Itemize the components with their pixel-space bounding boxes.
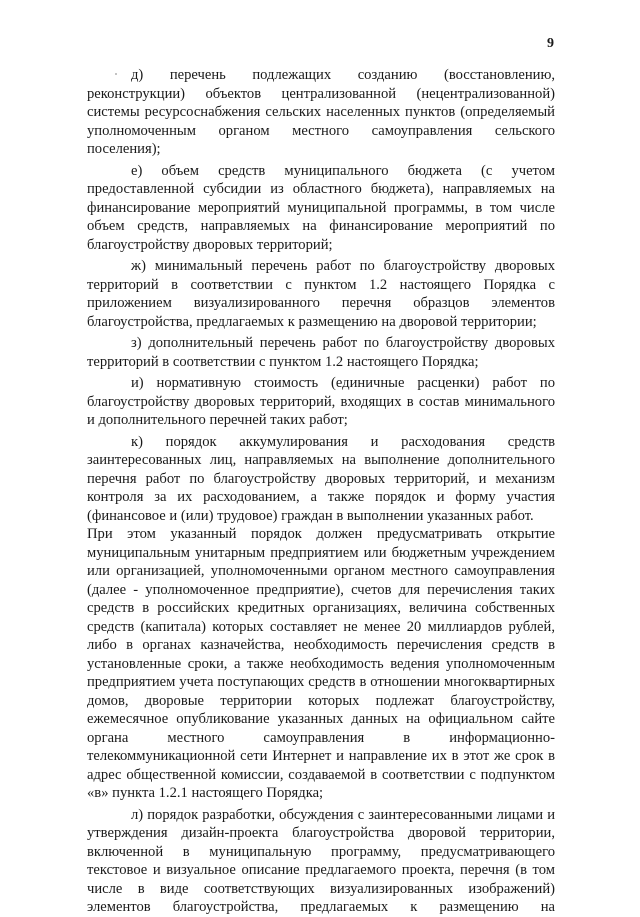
document-body	[87, 66, 555, 917]
paragraph-l: л) порядок разработки, обсуждения с заинтересованными лицами и утверждения дизайн-проекта благоустройства дворовой территории, включенной в муниципальную программу, предусматривающего текстовое и визуальное описание предлагаемого проекта, перечня (в том числе в виде соответствующих визуализированных изображений) элементов благоустройства, предлагаемых к размещению на	[87, 806, 555, 915]
paragraph-z: з) дополнительный перечень работ по благоустройству дворовых территорий в соответствии с пунктом 1.2 настоящего Порядка;	[87, 335, 555, 370]
paragraph-k-continued: При этом указанный порядок должен предусматривать открытие муниципальным унитарным предприятием или бюджетным учреждением или организацией, уполномоченными органом местного самоуправления (далее - уполномоченное предприятие), счетов для перечисления таких средств в российских кредитных организациях, величина собственных средств (капитала) которых составляет не менее 20 миллиардов рублей, либо в органах казначейства, необходимость перечисления средств в установленные сроки, а также необходимость ведения уполномоченным предприятием учета поступающих средств в отношении многоквартирных домов, дворовые территории которых подлежат благоустройству, ежемесячное опубликование указанных данных на официальном сайте органа местного самоуправления в информационно-телекоммуникационной сети Интернет и направление их в этот же срок в адрес общественной комиссии, создаваемой в соответствии с подпунктом «в» пункта 1.2.1 настоящего Порядка;	[87, 526, 555, 801]
paragraph-zh: ж) минимальный перечень работ по благоустройству дворовых территорий в соответствии с пунктом 1.2 настоящего Порядка с приложением визуализированного перечня образцов элементов благоустройства, предлагаемых к размещению на дворовой территории;	[87, 258, 555, 330]
paragraph-e: е) объем средств муниципального бюджета (с учетом предоставленной субсидии из областного бюджета), направляемых на финансирование мероприятий муниципальной программы, в том числе объем средств, направляемых на финансирование мероприятий по благоустройству дворовых территорий;	[87, 162, 555, 253]
paragraph-i: и) нормативную стоимость (единичные расценки) работ по благоустройству дворовых территорий, входящих в состав минимального и дополнительного перечней таких работ;	[87, 375, 555, 428]
paragraph-d: д) перечень подлежащих созданию (восстановлению, реконструкции) объектов централизованной (нецентрализованной) системы ресурсоснабжения сельских населенных пунктов (определяемый уполномоченным органом местного самоуправления сельского поселения);	[87, 67, 555, 157]
page-number: 9	[547, 36, 554, 51]
paragraph-k: к) порядок аккумулирования и расходования средств заинтересованных лиц, направляемых на выполнение дополнительного перечня работ по благоустройству дворовых территорий, и механизм контроля за их расходованием, а также порядок и форму участия (финансовое и (или) трудовое) граждан в выполнении указанных работ.	[87, 433, 555, 524]
